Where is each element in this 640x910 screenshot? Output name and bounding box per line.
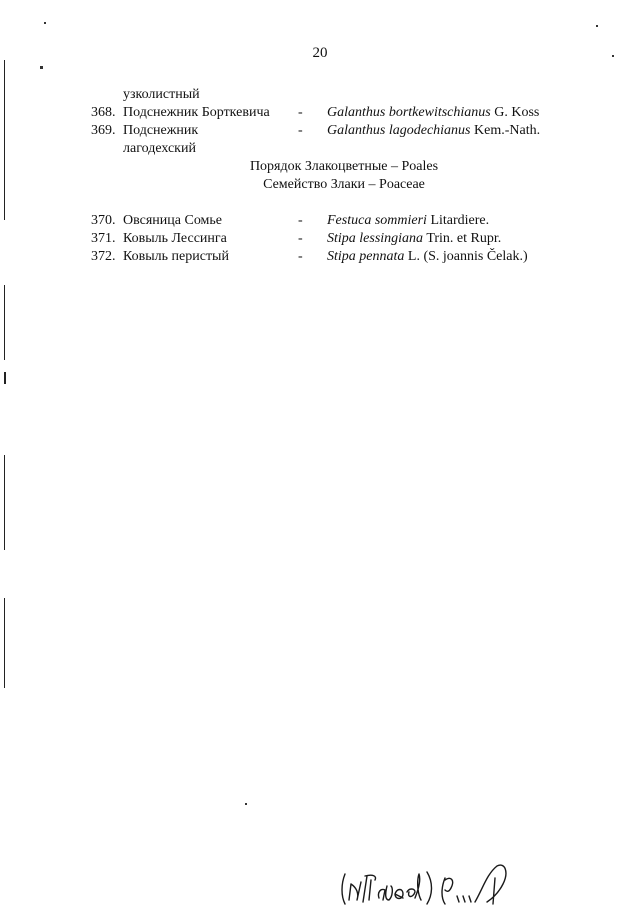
latin-author: L. (S. joannis Čelak.): [407, 249, 528, 264]
order-heading: Порядок Злакоцветные – Poales: [249, 159, 439, 174]
species-name-ru: Подснежник Борткевича: [123, 105, 270, 120]
latin-binomial: Stipa lessingiana: [327, 231, 424, 246]
scan-speck: [612, 55, 614, 57]
latin-binomial: Galanthus lagodechianus: [327, 123, 471, 138]
scan-margin-line: [4, 455, 5, 550]
species-name-latin: [327, 230, 501, 248]
species-name-ru: лагодехский: [123, 141, 196, 156]
entry-number: 368.: [91, 105, 116, 120]
entry-number: 369.: [91, 123, 116, 138]
page-number: 20: [312, 45, 328, 61]
scan-margin-line: [4, 285, 5, 360]
species-name-ru: Ковыль перистый: [123, 249, 229, 264]
species-name-latin: [327, 212, 489, 230]
species-name-ru: Овсяница Сомье: [123, 213, 223, 228]
separator-dash: -: [298, 105, 303, 120]
latin-author: Litardiere.: [430, 213, 490, 228]
scan-speck: [40, 66, 43, 69]
species-name-latin: [327, 248, 528, 266]
entry-number: 372.: [91, 249, 116, 264]
scan-speck: [245, 803, 247, 805]
latin-author: Kem.-Nath.: [474, 123, 541, 138]
latin-author: G. Koss: [494, 105, 540, 120]
entry-number: 370.: [91, 213, 116, 228]
scan-margin-line: [4, 60, 5, 220]
scan-margin-line: [4, 598, 5, 688]
separator-dash: -: [298, 213, 303, 228]
latin-binomial: Galanthus bortkewitschianus: [327, 105, 491, 120]
species-name-ru: узколистный: [123, 87, 200, 102]
scan-speck: [44, 22, 46, 24]
species-name-latin: [327, 122, 540, 140]
entry-number: 371.: [91, 231, 116, 246]
family-heading: Семейство Злаки – Poaceae: [263, 177, 425, 192]
scan-speck: [596, 25, 598, 27]
latin-binomial: Festuca sommieri: [327, 213, 427, 228]
species-name-ru: Ковыль Лессинга: [123, 231, 227, 246]
species-name-ru: Подснежник: [123, 123, 199, 138]
scan-margin-line: [4, 372, 6, 384]
species-name-latin: [327, 104, 539, 122]
handwritten-signature: [337, 858, 547, 910]
latin-author: Trin. et Rupr.: [426, 231, 502, 246]
separator-dash: -: [298, 123, 303, 138]
latin-binomial: Stipa pennata: [327, 249, 405, 264]
separator-dash: -: [298, 231, 303, 246]
separator-dash: -: [298, 249, 303, 264]
